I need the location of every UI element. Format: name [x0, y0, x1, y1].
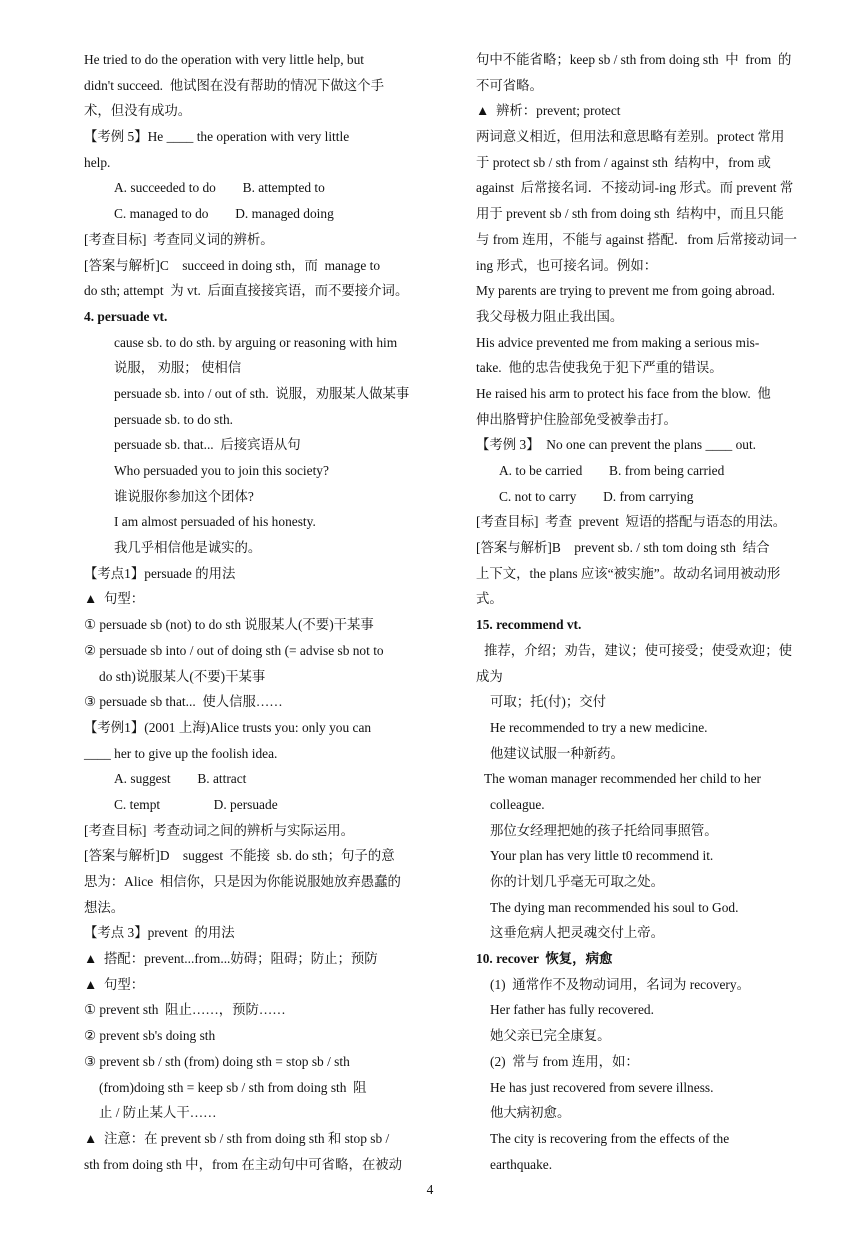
- text-line: persuade sb. into / out of sth. 说服，劝服某人做某事: [114, 385, 410, 401]
- text-line: 【考点1】persuade 的用法: [84, 565, 236, 581]
- text-line: ① persuade sb (not) to do sth 说服某人(不要)干某事: [84, 617, 374, 633]
- text-line: do sth; attempt 为 vt. 后面直接接宾语，而不要接介词。: [84, 283, 409, 299]
- text-line: [考查目标] 考查 prevent 短语的搭配与语态的用法。: [476, 514, 787, 530]
- text-line: Her father has fully recovered.: [490, 1002, 654, 1018]
- text-line: The woman manager recommended her child to her: [484, 771, 761, 787]
- text-line: didn't succeed. 他试图在没有帮助的情况下做这个手: [84, 77, 384, 93]
- text-line: ▲ 注意：在 prevent sb / sth from doing sth 和 stop sb /: [84, 1130, 390, 1146]
- text-line: 思为：Alice 相信你，只是因为你能说服她放弃愚蠢的: [84, 874, 401, 889]
- text-line: He raised his arm to protect his face from the blow. 他: [476, 385, 771, 401]
- text-line: [答案与解析]C succeed in doing sth，而 manage to: [84, 257, 381, 273]
- text-line: 这垂危病人把灵魂交付上帝。: [490, 925, 665, 941]
- text-line: 上下文，the plans 应该“被实施”。故动名词用被动形: [476, 565, 781, 581]
- text-line: ____ her to give up the foolish idea.: [84, 745, 278, 761]
- text-line: sth from doing sth 中，from 在主动句中可省略，在被动: [84, 1156, 403, 1172]
- text-line: 你的计划几乎毫无可取之处。: [490, 874, 665, 889]
- text-line: 4. persuade vt.: [84, 308, 168, 324]
- text-line: ▲ 句型：: [84, 591, 145, 607]
- text-line: 伸出胳臂护住脸部免受被拳击打。: [476, 411, 677, 427]
- text-line: Your plan has very little t0 recommend it.: [490, 848, 714, 864]
- text-line: persuade sb. that... 后接宾语从句: [114, 437, 301, 453]
- text-line: [答案与解析]D suggest 不能接 sb. do sth；句子的意: [84, 848, 395, 864]
- text-line: ▲ 句型：: [84, 976, 145, 992]
- text-line: do sth)说服某人(不要)干某事: [99, 668, 266, 684]
- text-line: A. to be carried B. from being carried: [499, 463, 725, 478]
- text-line: 我父母极力阻止我出国。: [476, 308, 624, 324]
- text-line: 那位女经理把她的孩子托给同事照管。: [490, 822, 718, 838]
- left-column: [84, 47, 454, 1177]
- text-line: 她父亲已完全康复。: [490, 1028, 611, 1044]
- text-line: A. suggest B. attract: [114, 771, 247, 787]
- text-line: ① prevent sth 阻止……，预防……: [84, 1002, 286, 1018]
- text-line: His advice prevented me from making a serious mis-: [476, 334, 760, 350]
- text-line: ③ persuade sb that... 使人信服……: [84, 694, 283, 710]
- text-line: earthquake.: [490, 1156, 553, 1172]
- text-line: He tried to do the operation with very little help, but: [84, 52, 365, 67]
- text-line: A. succeeded to do B. attempted to: [114, 180, 325, 196]
- text-line: 可取；托(付)；交付: [490, 694, 607, 710]
- text-line: [答案与解析]B prevent sb. / sth tom doing sth 结合: [476, 540, 770, 556]
- text-line: 推荐，介绍；劝告，建议；使可接受；使受欢迎；使: [484, 642, 792, 658]
- text-line: take. 他的忠告使我免于犯下严重的错误。: [476, 360, 723, 376]
- text-line: Who persuaded you to join this society?: [114, 463, 329, 478]
- text-line: 于 protect sb / sth from / against sth 结构中，from 或: [476, 154, 771, 170]
- text-line: C. managed to do D. managed doing: [114, 206, 334, 222]
- text-line: I am almost persuaded of his honesty.: [114, 514, 316, 530]
- text-line: 式。: [476, 591, 503, 607]
- text-line: He recommended to try a new medicine.: [490, 719, 708, 735]
- text-line: The city is recovering from the effects of the: [490, 1130, 730, 1146]
- text-line: 【考例1】(2001 上海)Alice trusts you: only you can: [84, 719, 372, 735]
- text-line: 不可省略。: [476, 77, 543, 93]
- text-line: 术，但没有成功。: [84, 103, 192, 119]
- text-line: 15. recommend vt.: [476, 617, 582, 633]
- text-line: [考查目标] 考查同义词的辨析。: [84, 231, 274, 247]
- text-line: cause sb. to do sth. by arguing or reasoning with him: [114, 334, 398, 350]
- text-line: [考查目标] 考查动词之间的辨析与实际运用。: [84, 822, 355, 838]
- text-line: The dying man recommended his soul to God.: [490, 899, 739, 915]
- text-line: C. tempt D. persuade: [114, 796, 278, 812]
- page-number: 4: [426, 1182, 434, 1197]
- text-line: C. not to carry D. from carrying: [499, 488, 694, 504]
- text-line: persuade sb. to do sth.: [114, 411, 234, 427]
- text-line: ② persuade sb into / out of doing sth (= advise sb not to: [84, 642, 384, 658]
- text-line: ing 形式，也可接名词。例如：: [476, 257, 658, 273]
- text-line: 我几乎相信他是诚实的。: [114, 540, 262, 556]
- text-line: against 后常接名词．不接动词-ing 形式。而 prevent 常: [476, 180, 794, 196]
- text-line: 他大病初愈。: [490, 1105, 571, 1121]
- right-column: [476, 47, 838, 1177]
- text-line: 与 from 连用，不能与 against 搭配．from 后常接动词一: [476, 231, 797, 247]
- text-line: help.: [84, 154, 111, 170]
- text-line: 成为: [476, 668, 503, 684]
- text-line: 谁说服你参加这个团体?: [114, 488, 254, 504]
- text-line: ▲ 搭配：prevent...from...妨碍；阻碍；防止；预防: [84, 951, 378, 967]
- text-line: He has just recovered from severe illness.: [490, 1079, 714, 1095]
- text-line: colleague.: [490, 796, 545, 812]
- text-line: 句中不能省略；keep sb / sth from doing sth 中 from 的: [476, 52, 792, 67]
- text-line: 说服， 劝服； 使相信: [114, 360, 242, 376]
- text-line: 他建议试服一种新药。: [490, 745, 624, 761]
- text-line: 两词意义相近，但用法和意思略有差别。protect 常用: [476, 129, 785, 145]
- text-line: (from)doing sth = keep sb / sth from doing sth 阻: [99, 1079, 367, 1095]
- text-line: ③ prevent sb / sth (from) doing sth = stop sb / sth: [84, 1053, 350, 1069]
- text-line: My parents are trying to prevent me from going abroad.: [476, 283, 775, 299]
- text-line: ② prevent sb's doing sth: [84, 1028, 216, 1044]
- text-line: 10. recover 恢复，病愈: [476, 951, 613, 967]
- text-line: 【考例 3】 No one can prevent the plans ____ out.: [476, 437, 757, 453]
- text-line: ▲ 辨析：prevent; protect: [476, 103, 621, 119]
- text-line: 止 / 防止某人干……: [99, 1105, 217, 1121]
- text-line: (1) 通常作不及物动词用，名词为 recovery。: [490, 976, 750, 992]
- text-line: 用于 prevent sb / sth from doing sth 结构中，而且只能: [476, 206, 784, 222]
- text-line: 【考点 3】prevent 的用法: [84, 925, 235, 941]
- text-line: 【考例 5】He ____ the operation with very little: [84, 129, 350, 145]
- text-line: (2) 常与 from 连用，如：: [490, 1053, 639, 1069]
- text-line: 想法。: [84, 899, 125, 915]
